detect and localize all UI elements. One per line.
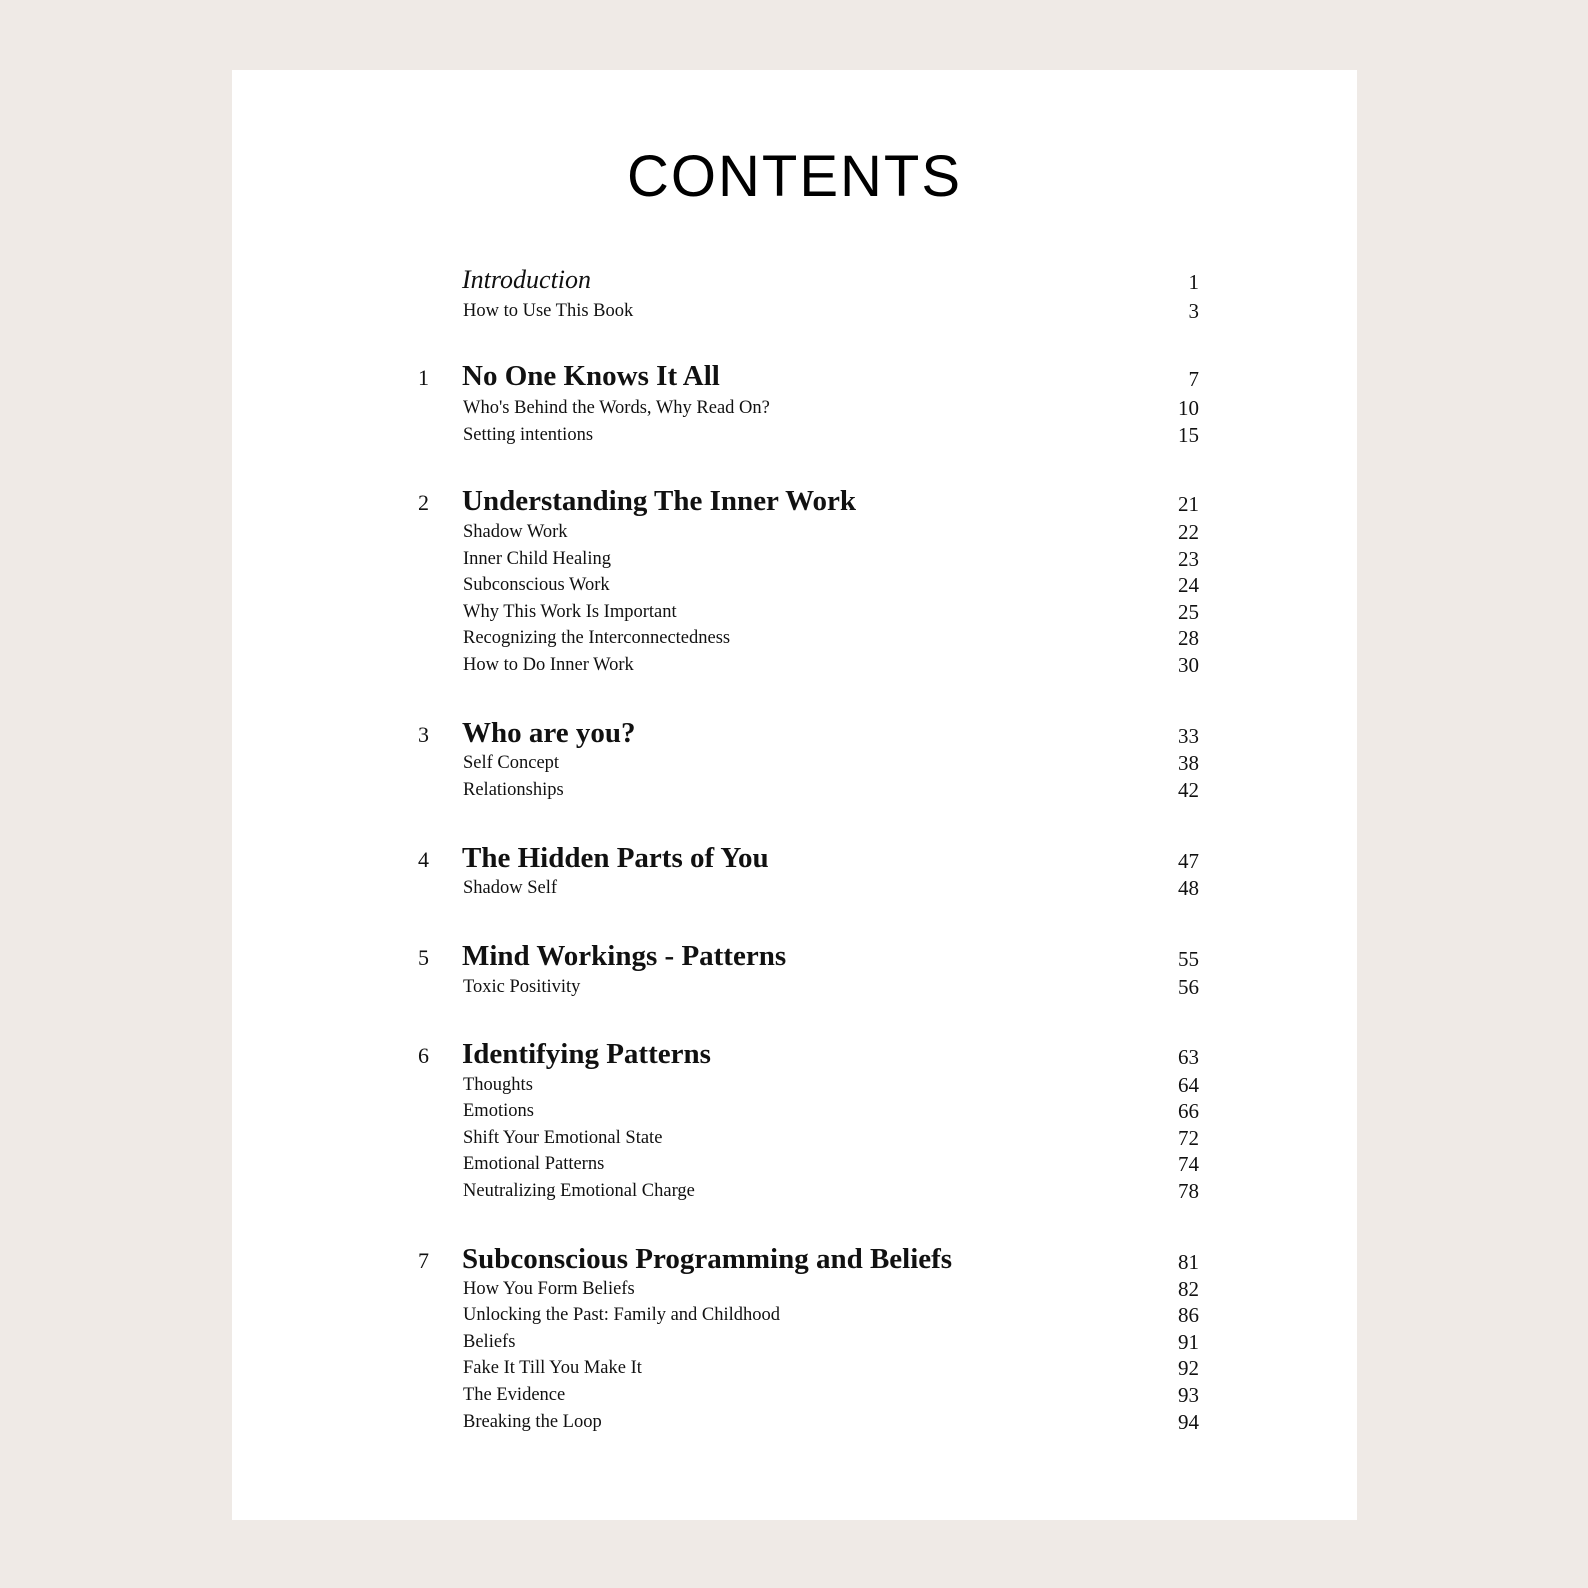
toc-section-row [232, 1175, 1357, 1205]
section-title: Fake It Till You Make It [463, 1358, 642, 1378]
section-title: Inner Child Healing [463, 549, 611, 569]
section-page: 91 [1178, 1330, 1199, 1354]
chapter-number: 2 [418, 490, 429, 515]
chapter-page: 55 [1178, 947, 1199, 971]
section-title: Shift Your Emotional State [463, 1128, 663, 1148]
section-page: 72 [1178, 1126, 1199, 1150]
chapter-number: 1 [418, 365, 429, 390]
section-page: 93 [1178, 1383, 1199, 1407]
toc-section-row [232, 569, 1357, 599]
chapter-page: 47 [1178, 849, 1199, 873]
chapter-number: 6 [418, 1043, 429, 1068]
toc-chapter-row [232, 717, 1357, 750]
section-title: Beliefs [463, 1332, 516, 1352]
section-page: 10 [1178, 396, 1199, 420]
toc-section-row [232, 747, 1357, 777]
section-page: 64 [1178, 1073, 1199, 1097]
section-page: 22 [1178, 520, 1199, 544]
section-title: Shadow Work [463, 522, 568, 542]
section-page: 25 [1178, 600, 1199, 624]
section-page: 92 [1178, 1356, 1199, 1380]
toc-chapter-row [232, 842, 1357, 875]
chapter-number: 4 [418, 847, 429, 872]
chapter-title: The Hidden Parts of You [462, 842, 769, 874]
section-page: 74 [1178, 1152, 1199, 1176]
section-page: 94 [1178, 1410, 1199, 1434]
toc-chapter-row [232, 1243, 1357, 1276]
toc-section-row [232, 1095, 1357, 1125]
chapter-page: 7 [1188, 367, 1199, 391]
chapter-page: 33 [1178, 724, 1199, 748]
toc-section-row [232, 516, 1357, 546]
chapter-title: Who are you? [462, 717, 636, 749]
table-of-contents [232, 70, 1357, 1520]
intro-page: 1 [1188, 270, 1199, 294]
section-title: Toxic Positivity [463, 977, 581, 997]
section-page: 82 [1178, 1277, 1199, 1301]
section-title: Unlocking the Past: Family and Childhood [463, 1305, 781, 1325]
toc-section-row [232, 1352, 1357, 1382]
chapter-title: Identifying Patterns [462, 1038, 711, 1070]
chapter-title: Mind Workings - Patterns [462, 940, 787, 972]
toc-section-row [232, 392, 1357, 422]
section-page: 28 [1178, 626, 1199, 650]
toc-section-row [232, 649, 1357, 679]
toc-chapter-row [232, 485, 1357, 518]
section-title: Who's Behind the Words, Why Read On? [463, 398, 770, 418]
chapter-title: Understanding The Inner Work [462, 485, 857, 517]
toc-section-row [232, 774, 1357, 804]
toc-section-row [232, 1379, 1357, 1409]
intro-title: Introduction [462, 265, 592, 294]
toc-chapter-row [232, 940, 1357, 973]
toc-section-row [232, 419, 1357, 449]
toc-section-row [232, 1406, 1357, 1436]
section-title: Shadow Self [463, 878, 558, 898]
book-page [232, 70, 1357, 1520]
section-title: The Evidence [463, 1385, 566, 1405]
chapter-page: 81 [1178, 1250, 1199, 1274]
toc-chapter-row [232, 1038, 1357, 1071]
section-title: Emotional Patterns [463, 1154, 605, 1174]
section-title: Recognizing the Interconnectedness [463, 628, 731, 648]
toc-intro-row [232, 266, 1357, 296]
section-title: Relationships [463, 780, 564, 800]
toc-section-row [232, 872, 1357, 902]
section-title: How to Do Inner Work [463, 655, 634, 675]
chapter-page: 21 [1178, 492, 1199, 516]
chapter-title: Subconscious Programming and Beliefs [462, 1243, 953, 1275]
chapter-number: 3 [418, 722, 429, 747]
toc-section-row [232, 295, 1357, 325]
section-page: 78 [1178, 1179, 1199, 1203]
section-page: 3 [1188, 299, 1199, 323]
section-page: 56 [1178, 975, 1199, 999]
section-page: 15 [1178, 423, 1199, 447]
section-title: Neutralizing Emotional Charge [463, 1181, 695, 1201]
toc-section-row [232, 971, 1357, 1001]
section-title: How You Form Beliefs [463, 1279, 635, 1299]
section-page: 38 [1178, 751, 1199, 775]
section-title: Subconscious Work [463, 575, 610, 595]
section-page: 48 [1178, 876, 1199, 900]
toc-chapter-row [232, 360, 1357, 393]
toc-section-row [232, 1299, 1357, 1329]
section-page: 23 [1178, 547, 1199, 571]
section-page: 86 [1178, 1303, 1199, 1327]
section-page: 24 [1178, 573, 1199, 597]
chapter-number: 7 [418, 1248, 429, 1273]
section-title: Breaking the Loop [463, 1412, 602, 1432]
toc-section-row [232, 622, 1357, 652]
page-title: CONTENTS [627, 144, 962, 209]
section-page: 42 [1178, 778, 1199, 802]
section-title: How to Use This Book [463, 301, 634, 321]
section-title: Thoughts [463, 1075, 533, 1095]
section-title: Setting intentions [463, 425, 594, 445]
chapter-title: No One Knows It All [462, 360, 720, 392]
section-page: 66 [1178, 1099, 1199, 1123]
section-page: 30 [1178, 653, 1199, 677]
toc-section-row [232, 1148, 1357, 1178]
section-title: Self Concept [463, 753, 560, 773]
section-title: Emotions [463, 1101, 534, 1121]
section-title: Why This Work Is Important [463, 602, 677, 622]
chapter-page: 63 [1178, 1045, 1199, 1069]
chapter-number: 5 [418, 945, 429, 970]
